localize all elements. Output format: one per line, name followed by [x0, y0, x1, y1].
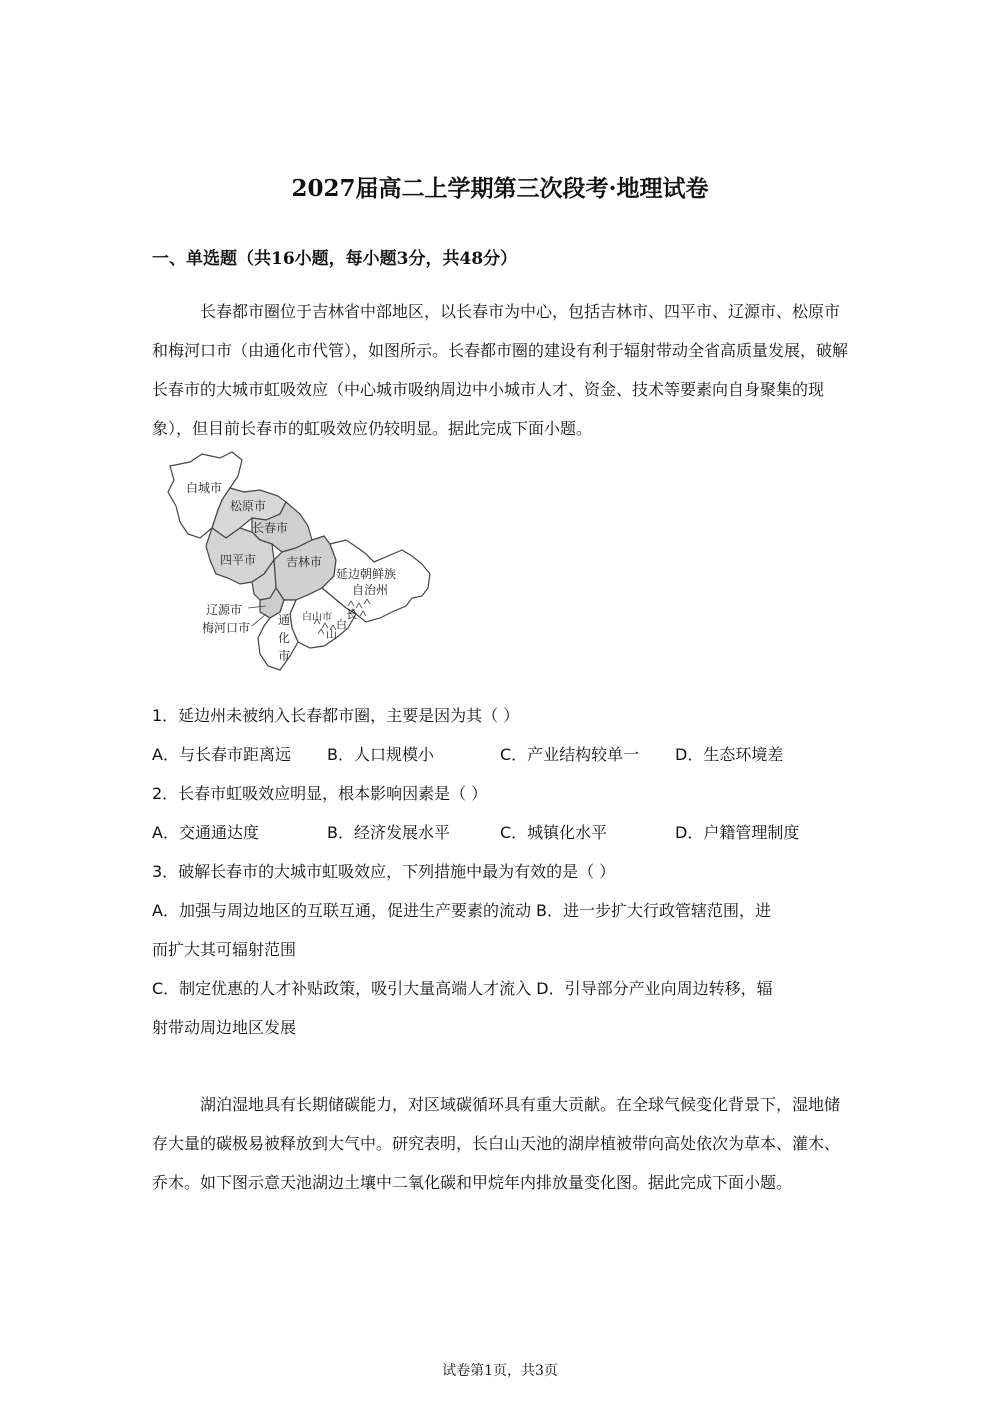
- passage-2-text: 湖泊湿地具有长期储碳能力，对区域碳循环具有重大贡献。在全球气候变化背景下，湿地储存大量的碳极易被释放到大气中。研究表明，长白山天池的湖岸植被带向高处依次为草本、灌木、乔木。如下图示意天池湖边土壤中二氧化碳和甲烷年内排放量变化图。据此完成下面小题。: [152, 1095, 841, 1192]
- passage-1-text: 长春都市圈位于吉林省中部地区，以长春市为中心，包括吉林市、四平市、辽源市、松原市和梅河口市（由通化市代管），如图所示。长春都市圈的建设有利于辐射带动全省高质量发展，破解长春市的大城市虹吸效应（中心城市吸纳周边中小城市人才、资金、技术等要素向自身聚集的现象），但目前长春市的虹吸效应仍较明显。据此完成下面小题。: [152, 302, 849, 438]
- map-label-siping: 四平市: [220, 553, 257, 567]
- passage-1: [152, 292, 852, 448]
- question-2-option-c[interactable]: C．城镇化水平: [500, 823, 608, 842]
- question-1-option-b[interactable]: B．人口规模小: [327, 745, 434, 764]
- leader-line: [252, 614, 266, 626]
- question-1-option-d[interactable]: D．生态环境差: [675, 745, 784, 764]
- page-footer: 试卷第1页，共3页: [442, 1363, 558, 1379]
- question-3-options-line-4[interactable]: 射带动周边地区发展: [152, 1018, 297, 1037]
- map-label-meihekou: 梅河口市: [202, 621, 251, 635]
- map-label-liaoyuan: 辽源市: [206, 603, 243, 617]
- map-label-tonghua-1: 通: [278, 613, 291, 627]
- question-3-stem: 3．破解长春市的大城市虹吸效应，下列措施中最为有效的是（ ）: [152, 862, 616, 881]
- question-2-option-d[interactable]: D．户籍管理制度: [675, 823, 800, 842]
- map-label-jilin: 吉林市: [286, 555, 323, 569]
- map-label-yanbian-line2: 自治州: [352, 583, 389, 597]
- map-label-tonghua-3: 市: [278, 649, 291, 663]
- map-label-yanbian-line1: 延边朝鲜族: [336, 567, 397, 581]
- map-label-changbai-3: 山: [326, 628, 337, 641]
- question-2-stem: 2．长春市虹吸效应明显，根本影响因素是（ ）: [152, 784, 488, 803]
- question-3-options-line-3[interactable]: C．制定优惠的人才补贴政策，吸引大量高端人才流入 D．引导部分产业向周边转移，辐: [152, 979, 773, 998]
- jilin-province-map: [160, 448, 440, 678]
- map-label-baicheng: 白城市: [186, 481, 223, 495]
- question-2-option-b[interactable]: B．经济发展水平: [327, 823, 450, 842]
- passage-2: [152, 1085, 852, 1202]
- page-title: 2027届高二上学期第三次段考·地理试卷: [291, 175, 709, 202]
- question-1-option-a[interactable]: A．与长春市距离远: [152, 745, 291, 764]
- question-3-options-line-1[interactable]: A．加强与周边地区的互联互通，促进生产要素的流动 B．进一步扩大行政管辖范围，进: [152, 901, 772, 920]
- question-3-options-line-2[interactable]: 而扩大其可辐射范围: [152, 940, 297, 959]
- map-label-changbai-2: 白: [336, 618, 347, 631]
- question-1-option-c[interactable]: C．产业结构较单一: [500, 745, 640, 764]
- map-label-changbai-1: 长: [346, 608, 357, 621]
- question-1-stem: 1．延边州未被纳入长春都市圈，主要是因为其（ ）: [152, 706, 520, 725]
- map-label-changchun: 长春市: [252, 521, 289, 535]
- section-heading: 一、单选题（共16小题，每小题3分，共48分）: [152, 249, 518, 269]
- map-label-songyuan: 松原市: [230, 499, 267, 513]
- map-label-tonghua-2: 化: [278, 631, 291, 645]
- question-2-option-a[interactable]: A．交通通达度: [152, 823, 259, 842]
- map-label-baishan: 白山市: [302, 612, 332, 623]
